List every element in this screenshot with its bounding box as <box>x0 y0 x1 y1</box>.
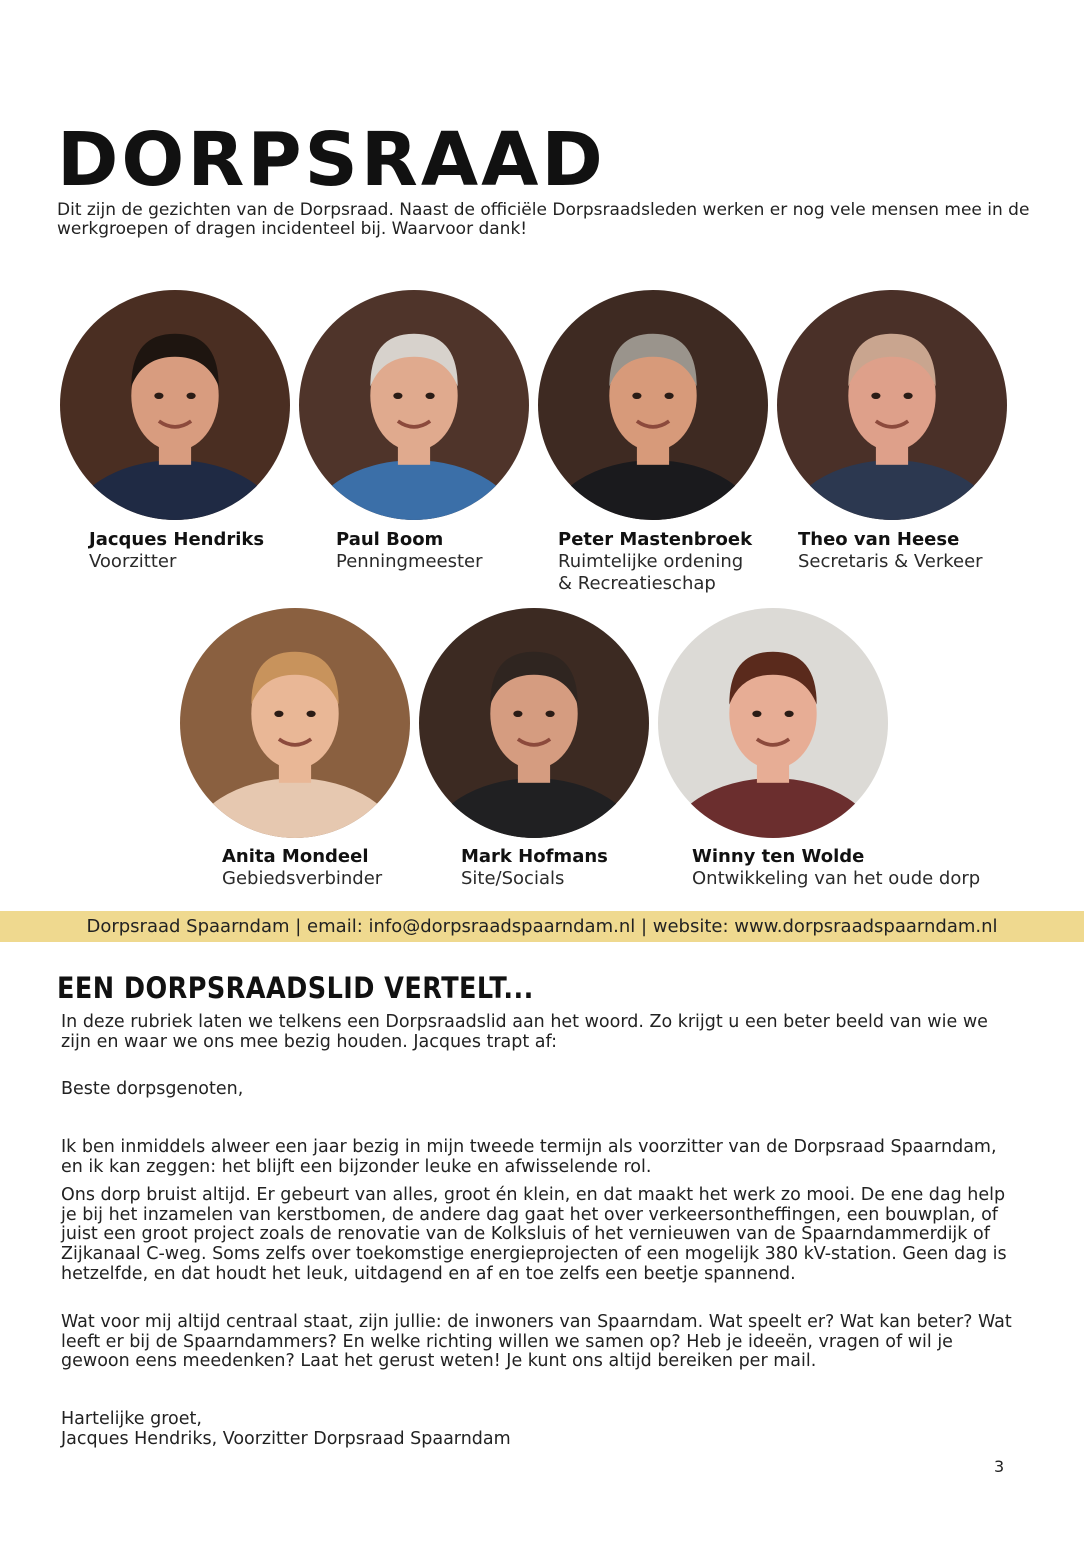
member-caption <box>89 529 264 573</box>
portrait-mark-hofmans <box>419 608 649 838</box>
portrait-eye <box>871 393 880 399</box>
portrait-eye <box>393 393 402 399</box>
portrait-photo-icon <box>777 290 1007 520</box>
portrait-paul-boom <box>299 290 529 520</box>
portrait-eye <box>154 393 163 399</box>
portrait-photo-icon <box>419 608 649 838</box>
article-lead: In deze rubriek laten we telkens een Dorpsraadslid aan het woord. Zo krijgt u een beter beeld van wie we zijn en waar we ons mee bezig houden. Jacques trapt af: <box>61 1012 988 1052</box>
portrait-theo-van-heese <box>777 290 1007 520</box>
portrait-photo-icon <box>299 290 529 520</box>
member-role: Ruimtelijke ordening <box>558 551 744 572</box>
member-role: Voorzitter <box>89 551 177 572</box>
member-role: Gebiedsverbinder <box>222 868 383 889</box>
member-name: Paul Boom <box>336 529 444 550</box>
member-name: Winny ten Wolde <box>692 846 865 867</box>
member-role-line2: & Recreatieschap <box>558 573 716 594</box>
portrait-photo-icon <box>60 290 290 520</box>
member-caption <box>692 846 980 890</box>
member-name: Jacques Hendriks <box>89 529 265 550</box>
portrait-photo-icon <box>658 608 888 838</box>
portrait-photo-icon <box>180 608 410 838</box>
portrait-eye <box>274 711 283 717</box>
portrait-jacques-hendriks <box>60 290 290 520</box>
portrait-eye <box>426 393 435 399</box>
member-role: Penningmeester <box>336 551 483 572</box>
member-name: Theo van Heese <box>798 529 960 550</box>
member-caption <box>336 529 483 573</box>
portrait-eye <box>307 711 316 717</box>
member-role: Site/Socials <box>461 868 565 889</box>
portrait-anita-mondeel <box>180 608 410 838</box>
article-paragraph: Wat voor mij altijd centraal staat, zijn jullie: de inwoners van Spaarndam. Wat speelt er? Wat kan beter? Wat leeft er bij de Spaarndammers? En welke richting willen we samen op? Heb je ideeën, vragen of wil je gewoon eens meedenken? Laat het gerust weten! Je kunt ons altijd bereiken per mail. <box>61 1312 1012 1372</box>
portrait-eye <box>187 393 196 399</box>
portrait-eye <box>785 711 794 717</box>
page-number: 3 <box>994 1457 1005 1476</box>
page-title: DORPSRAAD <box>57 117 606 203</box>
member-caption <box>222 846 382 890</box>
portrait-photo-icon <box>538 290 768 520</box>
contact-text: Dorpsraad Spaarndam | email: info@dorpsraadspaarndam.nl | website: www.dorpsraadspaarndam.nl <box>86 916 998 937</box>
article-signature: Jacques Hendriks, Voorzitter Dorpsraad Spaarndam <box>61 1429 511 1449</box>
member-role: Secretaris & Verkeer <box>798 551 983 572</box>
article-heading: EEN DORPSRAADSLID VERTELT... <box>57 971 534 1005</box>
portrait-eye <box>513 711 522 717</box>
portrait-eye <box>665 393 674 399</box>
article-salutation: Beste dorpsgenoten, <box>61 1079 244 1099</box>
article-closing: Hartelijke groet, <box>61 1409 202 1429</box>
portrait-eye <box>546 711 555 717</box>
member-name: Mark Hofmans <box>461 846 608 867</box>
member-caption <box>798 529 983 573</box>
member-name: Peter Mastenbroek <box>558 529 753 550</box>
portrait-eye <box>904 393 913 399</box>
contact-bar <box>0 911 1084 942</box>
member-caption <box>558 529 752 595</box>
portrait-eye <box>632 393 641 399</box>
intro-text: Dit zijn de gezichten van de Dorpsraad. Naast de officiële Dorpsraadsleden werken er nog vele mensen mee in de werkgroepen of dragen incidenteel bij. Waarvoor dank! <box>57 200 1030 239</box>
member-role: Ontwikkeling van het oude dorp <box>692 868 981 889</box>
member-name: Anita Mondeel <box>222 846 369 867</box>
portrait-peter-mastenbroek <box>538 290 768 520</box>
portrait-eye <box>752 711 761 717</box>
member-caption <box>461 846 608 890</box>
article-paragraph: Ik ben inmiddels alweer een jaar bezig in mijn tweede termijn als voorzitter van de Dorpsraad Spaarndam, en ik kan zeggen: het blijft een bijzonder leuke en afwisselende rol. <box>61 1137 997 1177</box>
article-paragraph: Ons dorp bruist altijd. Er gebeurt van alles, groot én klein, en dat maakt het werk zo mooi. De ene dag help je bij het inzamelen van kerstbomen, de andere dag gaat het over verkeersontheffingen, een bouwplan, of juist een groot project zoals de renovatie van de Kolksluis of het vernieuwen van de Spaarndammerdijk of Zijkanaal C-weg. Soms zelfs over toekomstige energieprojecten of een mogelijk 380 kV-station. Geen dag is hetzelfde, en dat houdt het leuk, uitdagend en af en toe zelfs een beetje spannend. <box>61 1185 1007 1284</box>
portrait-winny-ten-wolde <box>658 608 888 838</box>
